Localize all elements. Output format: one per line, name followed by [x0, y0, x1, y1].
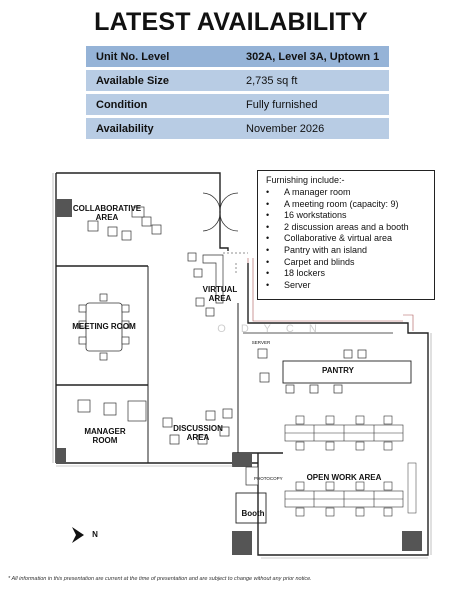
- label-line: MANAGER: [84, 427, 126, 436]
- item-text: Carpet and blinds: [284, 256, 355, 267]
- label-line: DISCUSSION: [173, 424, 223, 433]
- bullet-icon: •: [266, 268, 270, 279]
- label-virtual-area: [198, 285, 242, 303]
- list-item: [266, 280, 409, 292]
- page-title: LATEST AVAILABILITY: [94, 8, 368, 36]
- list-item: [266, 187, 409, 199]
- row-key: Available Size: [86, 70, 236, 94]
- list-item: [266, 222, 409, 234]
- list-item: [266, 257, 409, 269]
- list-item: [266, 245, 409, 257]
- item-text: A meeting room (capacity: 9): [284, 198, 399, 209]
- list-item: [266, 199, 409, 211]
- row-key: Availability: [86, 118, 236, 142]
- furnishing-title: Furnishing include:-: [266, 175, 345, 185]
- bullet-icon: •: [266, 233, 270, 244]
- label-collaborative-area: [72, 204, 142, 222]
- table-row: [86, 70, 389, 94]
- bullet-icon: •: [266, 221, 270, 232]
- item-text: Server: [284, 279, 311, 290]
- list-item: [266, 233, 409, 245]
- bullet-icon: •: [266, 210, 270, 221]
- watermark: O D Y C N: [217, 323, 323, 335]
- item-text: 16 workstations: [284, 210, 347, 221]
- label-line: VIRTUAL: [202, 285, 238, 294]
- furnishing-box: [257, 170, 435, 300]
- row-value: November 2026: [236, 118, 389, 142]
- bullet-icon: •: [266, 198, 270, 209]
- availability-table: [86, 46, 389, 142]
- label-server: SERVER: [251, 340, 271, 345]
- label-pantry: PANTRY: [322, 366, 354, 375]
- row-key: Unit No. Level: [86, 46, 236, 70]
- label-line: ROOM: [92, 436, 118, 445]
- label-manager-room: [80, 427, 130, 445]
- row-key: Condition: [86, 94, 236, 118]
- label-discussion-area: [172, 424, 224, 442]
- item-text: 18 lockers: [284, 268, 326, 279]
- list-item: [266, 210, 409, 222]
- label-photocopy: PHOTOCOPY: [254, 476, 283, 481]
- item-text: Collaborative & virtual area: [284, 233, 393, 244]
- label-line: AREA: [186, 433, 210, 442]
- table-row: [86, 118, 389, 142]
- list-item: [266, 268, 409, 280]
- label-open-work-area: OPEN WORK AREA: [306, 473, 382, 482]
- bullet-icon: •: [266, 256, 270, 267]
- label-line: COLLABORATIVE: [72, 204, 142, 213]
- row-value: 2,735 sq ft: [236, 70, 389, 94]
- item-text: A manager room: [284, 187, 351, 197]
- table-row: [86, 46, 389, 70]
- furnishing-list: [266, 187, 409, 291]
- label-line: AREA: [95, 213, 119, 222]
- item-text: Pantry with an island: [284, 244, 368, 255]
- label-line: AREA: [208, 294, 232, 303]
- disclaimer: * All information in this presentation are current at the time of presentation and are subject to change without any prior notice.: [8, 576, 312, 582]
- bullet-icon: •: [266, 244, 270, 255]
- row-value: 302A, Level 3A, Uptown 1: [236, 46, 389, 70]
- bullet-icon: •: [266, 279, 270, 290]
- bullet-icon: •: [266, 187, 270, 197]
- label-booth: Booth: [241, 509, 265, 518]
- north-label: N: [92, 530, 98, 539]
- table-row: [86, 94, 389, 118]
- row-value: Fully furnished: [236, 94, 389, 118]
- item-text: 2 discussion areas and a booth: [284, 221, 409, 232]
- label-meeting-room: MEETING ROOM: [72, 322, 136, 331]
